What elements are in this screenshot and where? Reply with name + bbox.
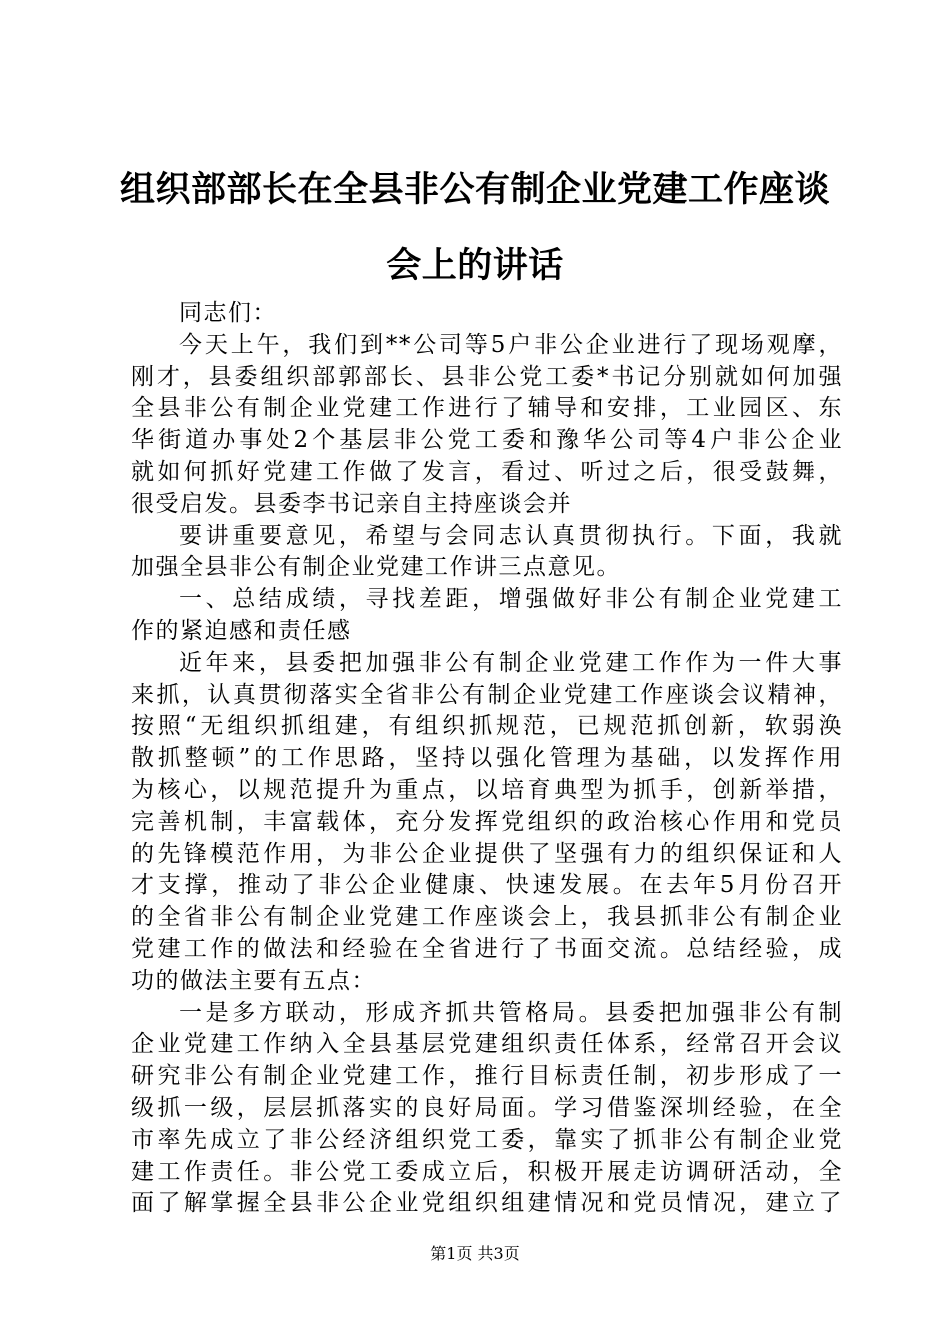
text-line: 全县非公有制企业党建工作进行了辅导和安排，工业园区、东 bbox=[131, 395, 843, 422]
salutation-line: 同志们： bbox=[179, 300, 277, 326]
text-line: 为核心，以规范提升为重点，以培育典型为抓手，创新举措， bbox=[131, 776, 843, 803]
title-line-2: 会上的讲话 bbox=[386, 246, 564, 286]
text-line: 建工作责任。非公党工委成立后，积极开展走访调研活动，全 bbox=[131, 1158, 843, 1185]
text-line: 加强全县非公有制企业党建工作讲三点意见。 bbox=[131, 554, 621, 581]
text-line: 要讲重要意见，希望与会同志认真贯彻执行。下面，我就 bbox=[179, 522, 843, 549]
title-line-1: 组织部部长在全县非公有制企业党建工作座谈 bbox=[119, 170, 830, 210]
text-line: 面了解掌握全县非公企业党组织组建情况和党员情况，建立了 bbox=[131, 1190, 843, 1217]
text-line: 功的做法主要有五点： bbox=[131, 967, 376, 994]
text-line: 一是多方联动，形成齐抓共管格局。县委把加强非公有制 bbox=[179, 999, 843, 1026]
section-heading-line: 一、总结成绩，寻找差距，增强做好非公有制企业党建工 bbox=[179, 586, 843, 613]
text-line: 级抓一级，层层抓落实的良好局面。学习借鉴深圳经验，在全 bbox=[131, 1094, 843, 1121]
text-line: 党建工作的做法和经验在全省进行了书面交流。总结经验，成 bbox=[131, 935, 843, 962]
text-line: 的先锋模范作用，为非公企业提供了坚强有力的组织保证和人 bbox=[131, 840, 843, 867]
text-line: 按照“无组织抓组建，有组织抓规范，已规范抓创新，软弱涣 bbox=[131, 713, 843, 740]
text-line: 企业党建工作纳入全县基层党建组织责任体系，经常召开会议 bbox=[131, 1031, 843, 1058]
document-title bbox=[110, 152, 840, 304]
section-heading-line: 作的紧迫感和责任感 bbox=[131, 617, 352, 644]
text-line: 市率先成立了非公经济组织党工委，靠实了抓非公有制企业党 bbox=[131, 1126, 843, 1153]
text-line: 研究非公有制企业党建工作，推行目标责任制，初步形成了一 bbox=[131, 1063, 843, 1090]
text-line: 很受启发。县委李书记亲自主持座谈会并 bbox=[131, 490, 572, 517]
page-footer bbox=[0, 1244, 950, 1264]
text-line: 完善机制，丰富载体，充分发挥党组织的政治核心作用和党员 bbox=[131, 808, 843, 835]
text-line: 近年来，县委把加强非公有制企业党建工作作为一件大事 bbox=[179, 649, 843, 676]
page-number-label: 第1页 共3页 bbox=[430, 1244, 520, 1263]
text-line: 的全省非公有制企业党建工作座谈会上，我县抓非公有制企业 bbox=[131, 904, 843, 931]
text-line: 才支撑，推动了非公企业健康、快速发展。在去年5月份召开 bbox=[131, 872, 843, 899]
document-body bbox=[131, 298, 843, 1220]
text-line: 散抓整顿”的工作思路，坚持以强化管理为基础，以发挥作用 bbox=[131, 745, 843, 772]
text-line: 刚才，县委组织部郭部长、县非公党工委*书记分别就如何加强 bbox=[131, 363, 843, 390]
text-line: 华街道办事处2个基层非公党工委和豫华公司等4户非公企业 bbox=[131, 427, 843, 454]
text-line: 就如何抓好党建工作做了发言，看过、听过之后，很受鼓舞， bbox=[131, 458, 843, 485]
text-line: 来抓，认真贯彻落实全省非公有制企业党建工作座谈会议精神， bbox=[131, 681, 843, 708]
text-line: 今天上午，我们到**公司等5户非公企业进行了现场观摩， bbox=[179, 331, 843, 358]
